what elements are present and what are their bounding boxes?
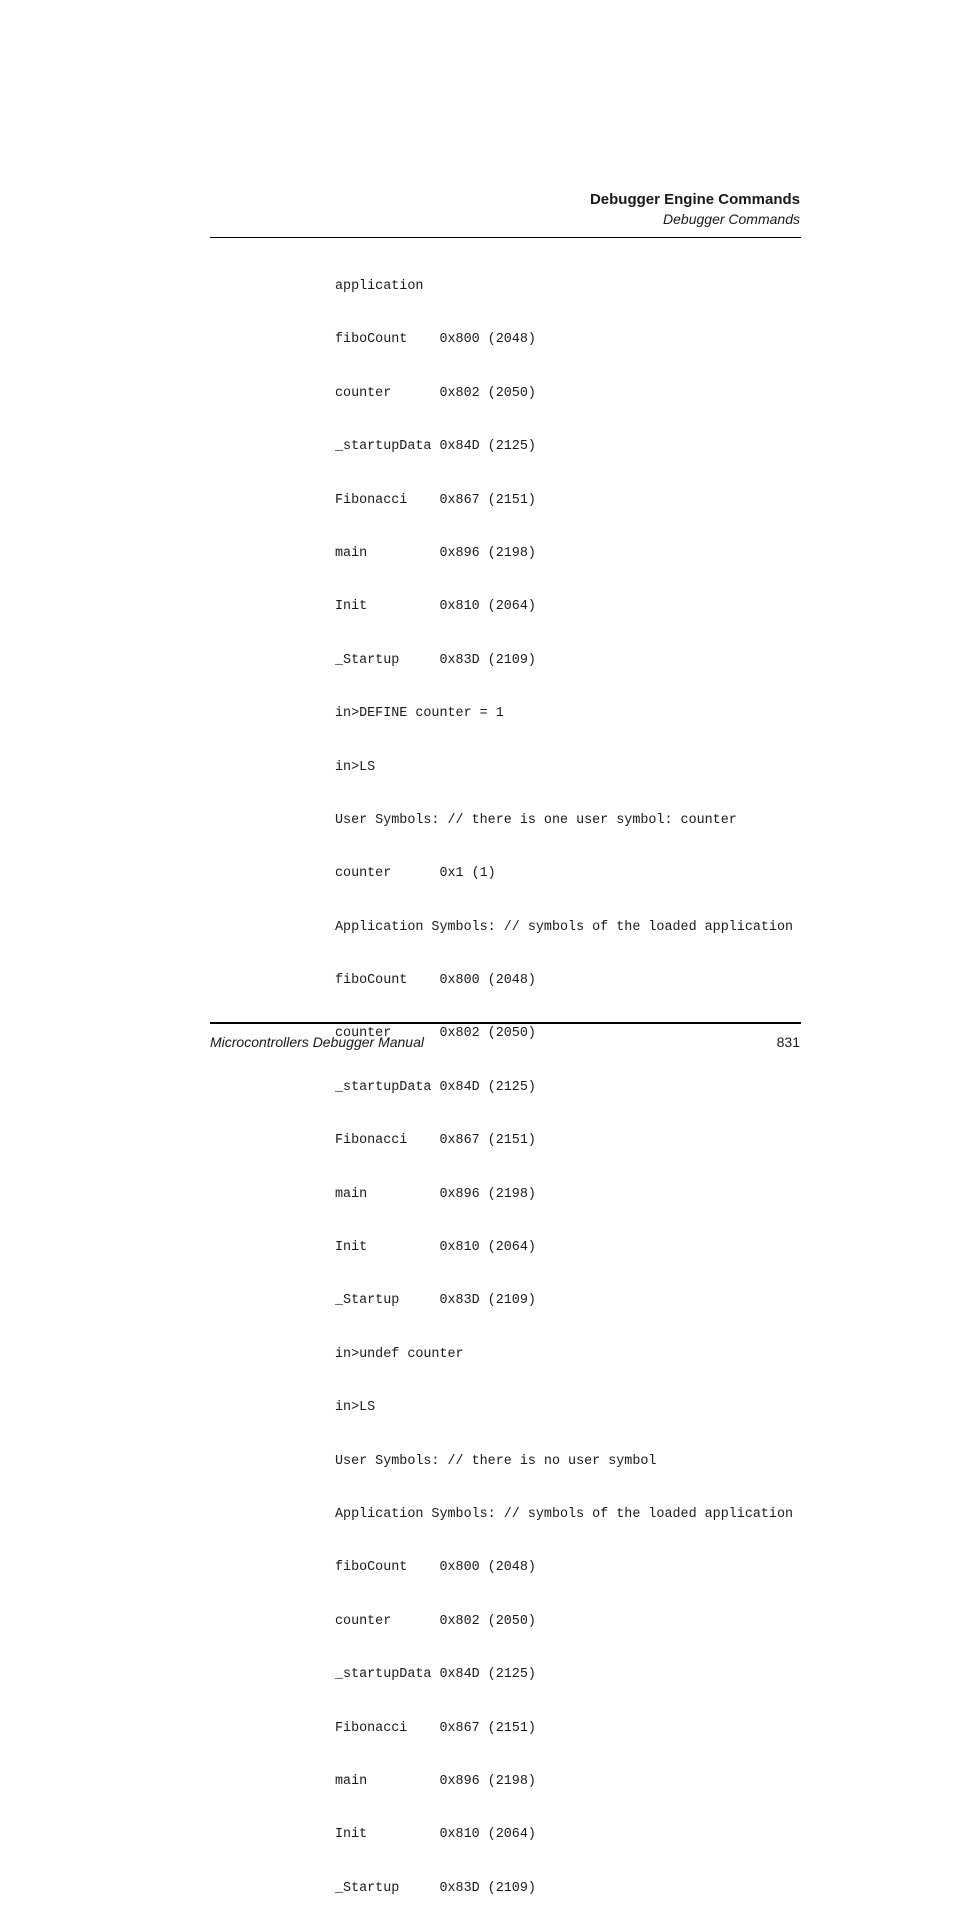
code-line: _Startup 0x83D (2109) <box>335 1880 536 1896</box>
code-line: Fibonacci 0x867 (2151) <box>335 492 536 508</box>
code-line: fiboCount 0x800 (2048) <box>335 973 536 989</box>
code-line: Fibonacci 0x867 (2151) <box>335 1720 536 1736</box>
code-line: Init 0x810 (2064) <box>335 1240 536 1256</box>
code-line: Init 0x810 (2064) <box>335 599 536 615</box>
code-line: _startupData 0x84D (2125) <box>335 1667 536 1683</box>
footer-rule <box>210 1022 801 1024</box>
code-line: counter 0x802 (2050) <box>335 1613 536 1629</box>
code-line: Fibonacci 0x867 (2151) <box>335 1133 536 1149</box>
code-line: in>LS <box>335 1400 376 1416</box>
code-line: fiboCount 0x800 (2048) <box>335 332 536 348</box>
running-header <box>590 190 800 228</box>
code-line: counter 0x802 (2050) <box>335 385 536 401</box>
code-listing <box>335 245 793 1915</box>
page-number: 831 <box>776 1034 800 1050</box>
code-line: _startupData 0x84D (2125) <box>335 439 536 455</box>
code-line: in>LS <box>335 759 376 775</box>
code-line: User Symbols: // there is one user symbol: counter <box>335 812 737 828</box>
code-line: fiboCount 0x800 (2048) <box>335 1560 536 1576</box>
section-title: Debugger Commands <box>663 211 800 227</box>
code-line: main 0x896 (2198) <box>335 1186 536 1202</box>
code-line: application <box>335 279 424 294</box>
code-line: main 0x896 (2198) <box>335 1773 536 1789</box>
header-rule <box>210 237 801 238</box>
code-line: User Symbols: // there is no user symbol <box>335 1453 657 1469</box>
code-line: main 0x896 (2198) <box>335 545 536 561</box>
code-line: _Startup 0x83D (2109) <box>335 652 536 668</box>
chapter-title: Debugger Engine Commands <box>589 191 800 208</box>
code-line: _Startup 0x83D (2109) <box>335 1293 536 1309</box>
code-line: Application Symbols: // symbols of the loaded application <box>335 919 794 935</box>
code-line: in>DEFINE counter = 1 <box>335 706 504 722</box>
manual-title: Microcontrollers Debugger Manual <box>210 1034 424 1050</box>
code-line: counter 0x802 (2050) <box>335 1026 536 1042</box>
code-line: Init 0x810 (2064) <box>335 1827 536 1843</box>
code-line: _startupData 0x84D (2125) <box>335 1079 536 1095</box>
code-line: Application Symbols: // symbols of the loaded application <box>335 1506 794 1522</box>
code-line: counter 0x1 (1) <box>335 866 496 882</box>
code-line: in>undef counter <box>335 1346 464 1362</box>
